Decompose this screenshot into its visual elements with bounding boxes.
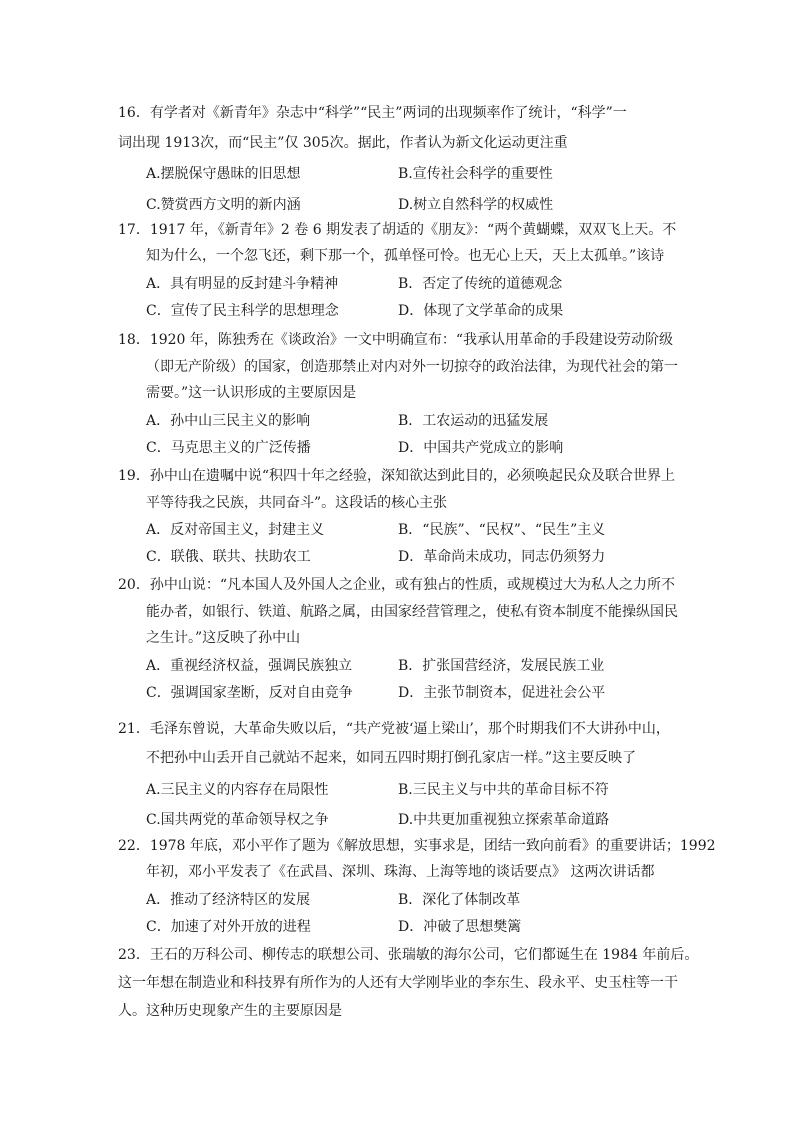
q21-option-a: A.三民主义的内容存在局限性 [146, 782, 329, 798]
q22-option-b: B．深化了体制改革 [398, 892, 521, 908]
q21-option-b: B.三民主义与中共的革命目标不符 [398, 782, 609, 798]
q20-stem-line-2: 能办者，如银行、铁道、航路之属，由国家经营管理之，使私有资本制度不能操纵国民 [146, 604, 678, 620]
q23-stem-line-2: 这一年想在制造业和科技界有所作为的人还有大学刚毕业的李东生、段永平、史玉柱等一干 [118, 975, 678, 991]
q20-option-a: A．重视经济权益，强调民族独立 [146, 658, 353, 674]
q17-option-a: A．具有明显的反封建斗争精神 [146, 276, 339, 292]
q16-stem-line-1: 16．有学者对《新青年》杂志中“科学”“民主”两词的出现频率作了统计，“科学”一 [118, 105, 627, 121]
q19-option-a: A．反对帝国主义，封建主义 [146, 522, 325, 538]
q18-stem-line-3: 需要。”这一认识形成的主要原因是 [146, 385, 357, 401]
q21-option-c: C.国共两党的革命领导权之争 [146, 812, 329, 828]
q18-option-c: C．马克思主义的广泛传播 [146, 440, 311, 456]
q16-option-a: A.摆脱保守愚昧的旧思想 [146, 166, 301, 182]
q22-option-c: C．加速了对外开放的进程 [146, 919, 311, 935]
q18-stem-line-2: （即无产阶级）的国家，创造那禁止对内对外一切掠夺的政治法律，为现代社会的第一 [146, 359, 678, 375]
q17-option-d: D．体现了文学革命的成果 [398, 303, 564, 319]
q20-stem-line-1: 20．孙中山说：“凡本国人及外国人之企业，或有独占的性质，或规模过大为私人之力所不 [118, 577, 675, 593]
q22-stem-line-1: 22．1978 年底，邓小平作了题为《解放思想，实事求是，团结一致向前看》的重要讲话；1992 [118, 838, 716, 854]
q17-stem-line-2: 知为什么，一个忽飞还，剩下那一个，孤单怪可怜。也无心上天，天上太孤单。”该诗 [146, 248, 665, 264]
q20-option-c: C．强调国家垄断，反对自由竞争 [146, 685, 353, 701]
q18-option-a: A．孙中山三民主义的影响 [146, 413, 311, 429]
q19-option-d: D．革命尚未成功，同志仍须努力 [398, 549, 606, 565]
q17-option-b: B．否定了传统的道德观念 [398, 276, 563, 292]
q19-stem-line-2: 平等待我之民族，共同奋斗”。这段话的核心主张 [146, 495, 448, 511]
q21-stem-line-2: 不把孙中山丢开自己就站不起来，如同五四时期打倒孔家店一样。”这主要反映了 [146, 750, 637, 766]
q22-option-a: A．推动了经济特区的发展 [146, 892, 311, 908]
q23-stem-line-1: 23．王石的万科公司、柳传志的联想公司、张瑞敏的海尔公司，它们都诞生在 1984 年前后。 [118, 947, 699, 963]
q16-stem-line-2: 词出现 1913次，而“民主”仅 305次。据此，作者认为新文化运动更注重 [118, 135, 568, 151]
q19-option-b: B．“民族”、“民权”、“民生”主义 [398, 522, 606, 538]
q17-stem-line-1: 17．1917 年，《新青年》2 卷 6 期发表了胡适的《朋友》：“两个黄蝴蝶，双双飞上天。不 [118, 222, 677, 238]
q23-stem-line-3: 人。这种历史现象产生的主要原因是 [118, 1003, 342, 1019]
q22-stem-line-2: 年初，邓小平发表了《在武昌、深圳、珠海、上海等地的谈话要点》 这两次讲话都 [146, 864, 655, 880]
q20-option-b: B．扩张国营经济，发展民族工业 [398, 658, 605, 674]
q17-option-c: C．宣传了民主科学的思想理念 [146, 303, 339, 319]
q21-option-d: D.中共更加重视独立探索革命道路 [398, 812, 610, 828]
q21-stem-line-1: 21．毛泽东曾说，大革命失败以后，“共产党被‘逼上梁山’，那个时期我们不大讲孙中山， [118, 721, 670, 737]
q20-option-d: D．主张节制资本，促进社会公平 [398, 685, 606, 701]
q16-option-b: B.宣传社会科学的重要性 [398, 166, 553, 182]
q22-option-d: D．冲破了思想樊篱 [398, 919, 522, 935]
q18-stem-line-1: 18．1920 年，陈独秀在《谈政治》一文中明确宣布：“我承认用革命的手段建设劳动阶级 [118, 332, 674, 348]
q16-option-d: D.树立自然科学的权威性 [398, 197, 554, 213]
q18-option-b: B．工农运动的迅猛发展 [398, 413, 549, 429]
q19-option-c: C．联俄、联共、扶助农工 [146, 549, 311, 565]
q16-option-c: C.赞赏西方文明的新内涵 [146, 197, 301, 213]
q18-option-d: D．中国共产党成立的影响 [398, 440, 564, 456]
q19-stem-line-1: 19．孙中山在遗嘱中说“积四十年之经验，深知欲达到此目的，必须唤起民众及联合世界上 [118, 468, 675, 484]
q20-stem-line-3: 之生计。”这反映了孙中山 [146, 630, 301, 646]
